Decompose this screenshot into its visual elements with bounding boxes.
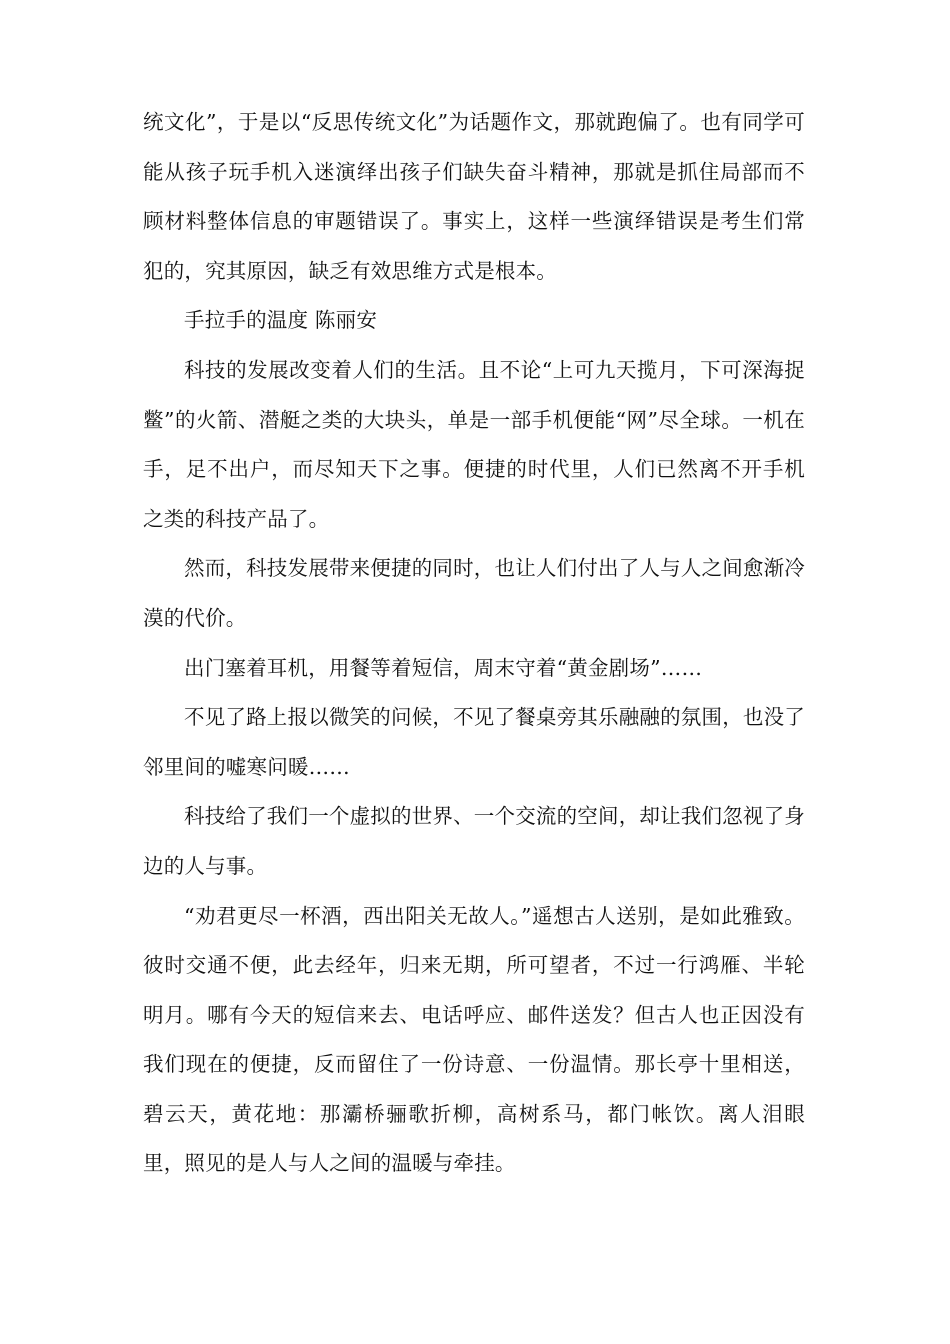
paragraph: 出门塞着耳机，用餐等着短信，周末守着“黄金剧场”…… bbox=[184, 655, 703, 680]
paragraph-continuation: 统文化”，于是以“反思传统文化”为话题作文，那就跑偏了。也有同学可能从孩子玩手机入迷演绎出孩子们缺失奋斗精神，那就是抓住局部而不顾材料整体信息的审题错误了。事实上，这样一些演绎错误是考生们常犯的，究其原因，缺乏有效思维方式是根本。 bbox=[143, 110, 805, 283]
paragraph: 不见了路上报以微笑的问候，不见了餐桌旁其乐融融的氛围，也没了邻里间的嘘寒问暖…… bbox=[143, 705, 805, 779]
essay-title-author: 手拉手的温度 陈丽安 bbox=[184, 308, 378, 333]
paragraph: 然而，科技发展带来便捷的同时，也让人们付出了人与人之间愈渐冷漠的代价。 bbox=[143, 556, 805, 630]
paragraph: “劝君更尽一杯酒，西出阳关无故人。”遥想古人送别，是如此雅致。彼时交通不便，此去经年，归来无期，所可望者，不过一行鸿雁、半轮明月。哪有今天的短信来去、电话呼应、邮件送发？但古人也正因没有我们现在的便捷，反而留住了一份诗意、一份温情。那长亭十里相送，碧云天，黄花地：那灞桥骊歌折柳，高树系马，都门帐饮。离人泪眼里，照见的是人与人之间的温暖与牵挂。 bbox=[143, 903, 805, 1176]
paragraph: 科技的发展改变着人们的生活。且不论“上可九天揽月，下可深海捉鳖”的火箭、潜艇之类的大块头，单是一部手机便能“网”尽全球。一机在手，足不出户，而尽知天下之事。便捷的时代里，人们已然离不开手机之类的科技产品了。 bbox=[143, 357, 805, 531]
document-body bbox=[143, 98, 805, 1189]
paragraph: 科技给了我们一个虚拟的世界、一个交流的空间，却让我们忽视了身边的人与事。 bbox=[143, 804, 805, 878]
